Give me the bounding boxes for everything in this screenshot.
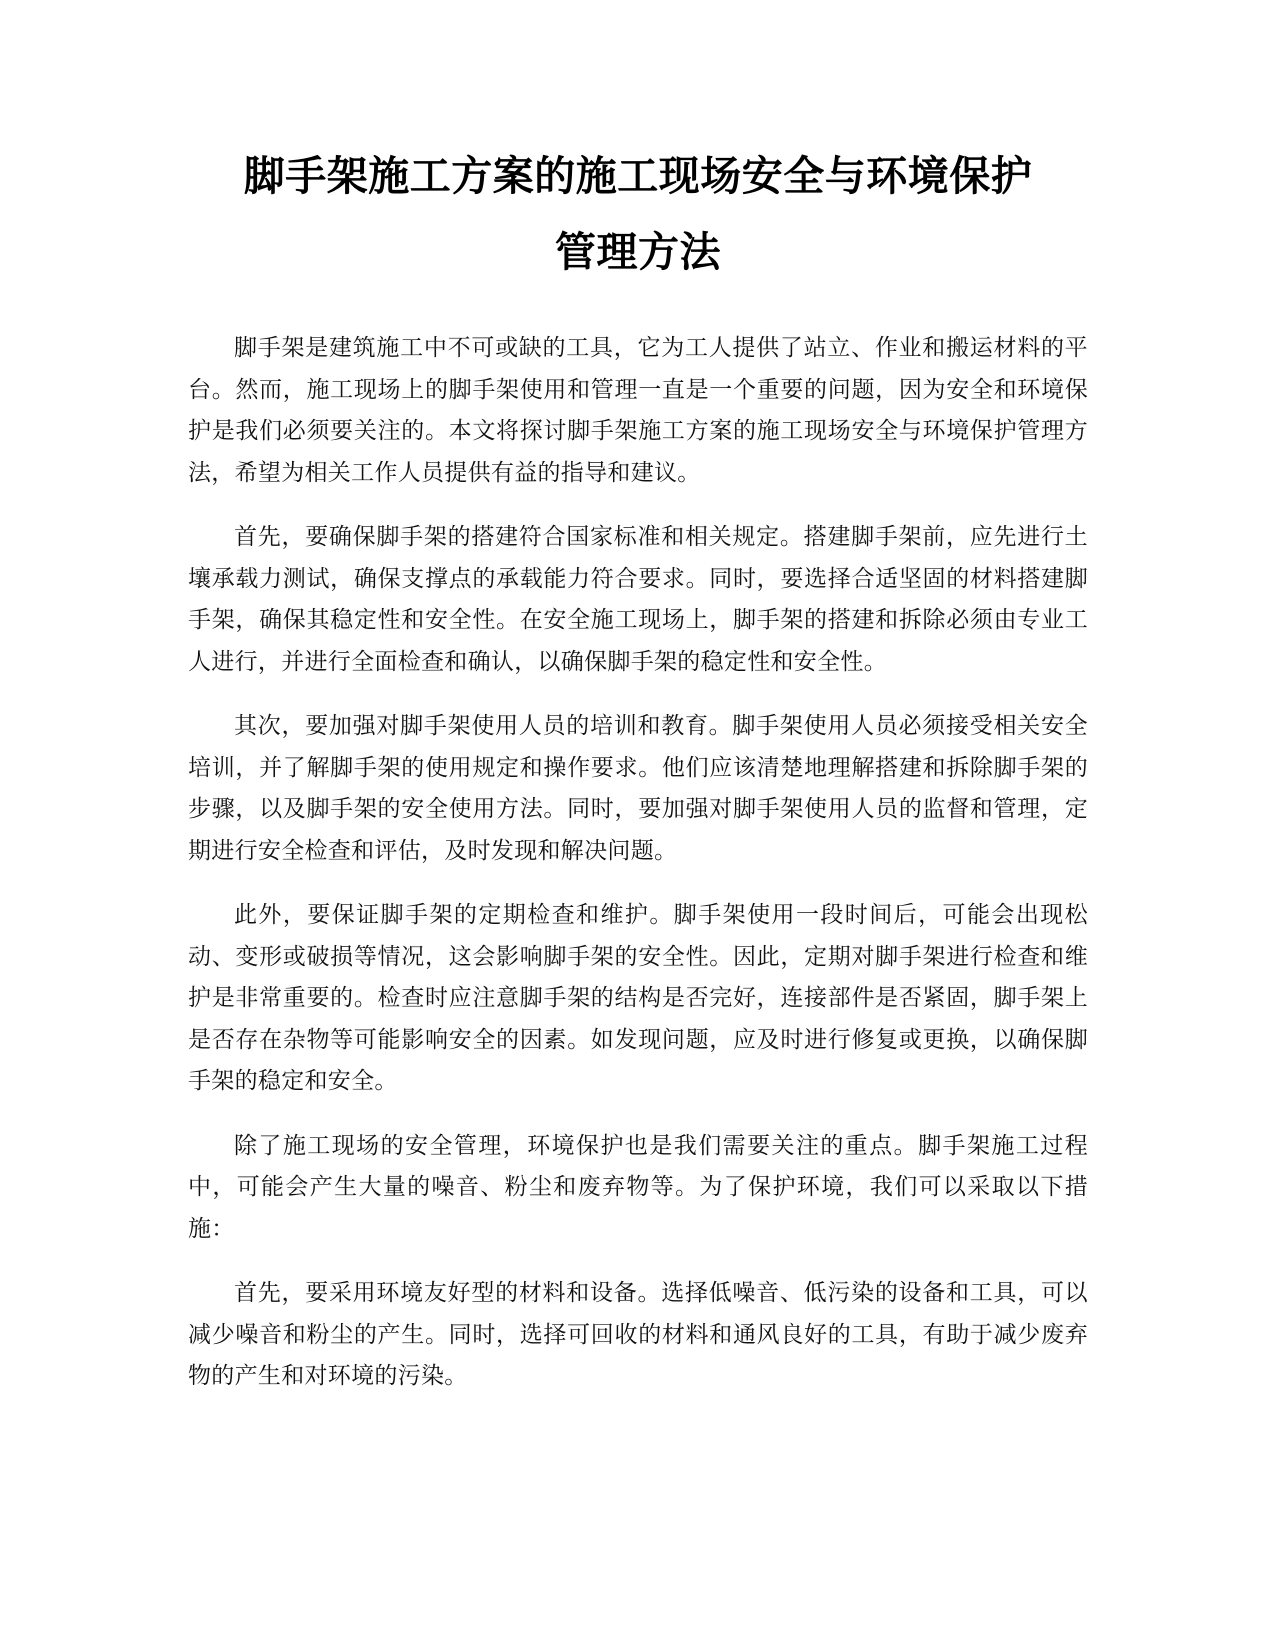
title-line-1: 脚手架施工方案的施工现场安全与环境保护 xyxy=(243,152,1033,200)
paragraph-standards: 首先，要确保脚手架的搭建符合国家标准和相关规定。搭建脚手架前，应先进行土壤承载力测试，确保支撑点的承载能力符合要求。同时，要选择合适坚固的材料搭建脚手架，确保其稳定性和安全性。在安全施工现场上，脚手架的搭建和拆除必须由专业工人进行，并进行全面检查和确认，以确保脚手架的稳定性和安全性。 xyxy=(188,524,1088,675)
paragraph-maintenance: 此外，要保证脚手架的定期检查和维护。脚手架使用一段时间后，可能会出现松动、变形或破损等情况，这会影响脚手架的安全性。因此，定期对脚手架进行检查和维护是非常重要的。检查时应注意脚手架的结构是否完好，连接部件是否紧固，脚手架上是否存在杂物等可能影响安全的因素。如发现问题，应及时进行修复或更换，以确保脚手架的稳定和安全。 xyxy=(188,902,1088,1094)
paragraph-training: 其次，要加强对脚手架使用人员的培训和教育。脚手架使用人员必须接受相关安全培训，并了解脚手架的使用规定和操作要求。他们应该清楚地理解搭建和拆除脚手架的步骤，以及脚手架的安全使用方法。同时，要加强对脚手架使用人员的监督和管理，定期进行安全检查和评估，及时发现和解决问题。 xyxy=(188,713,1088,864)
title-line-2: 管理方法 xyxy=(555,228,721,276)
paragraph-intro: 脚手架是建筑施工中不可或缺的工具，它为工人提供了站立、作业和搬运材料的平台。然而，施工现场上的脚手架使用和管理一直是一个重要的问题，因为安全和环境保护是我们必须要关注的。本文将探讨脚手架施工方案的施工现场安全与环境保护管理方法，希望为相关工作人员提供有益的指导和建议。 xyxy=(188,335,1088,486)
document-page xyxy=(188,138,1088,1421)
paragraph-environment: 除了施工现场的安全管理，环境保护也是我们需要关注的重点。脚手架施工过程中，可能会产生大量的噪音、粉尘和废弃物等。为了保护环境，我们可以采取以下措施： xyxy=(188,1132,1088,1242)
document-title xyxy=(188,138,1088,290)
paragraph-eco-materials: 首先，要采用环境友好型的材料和设备。选择低噪音、低污染的设备和工具，可以减少噪音和粉尘的产生。同时，选择可回收的材料和通风良好的工具，有助于减少废弃物的产生和对环境的污染。 xyxy=(188,1280,1088,1389)
